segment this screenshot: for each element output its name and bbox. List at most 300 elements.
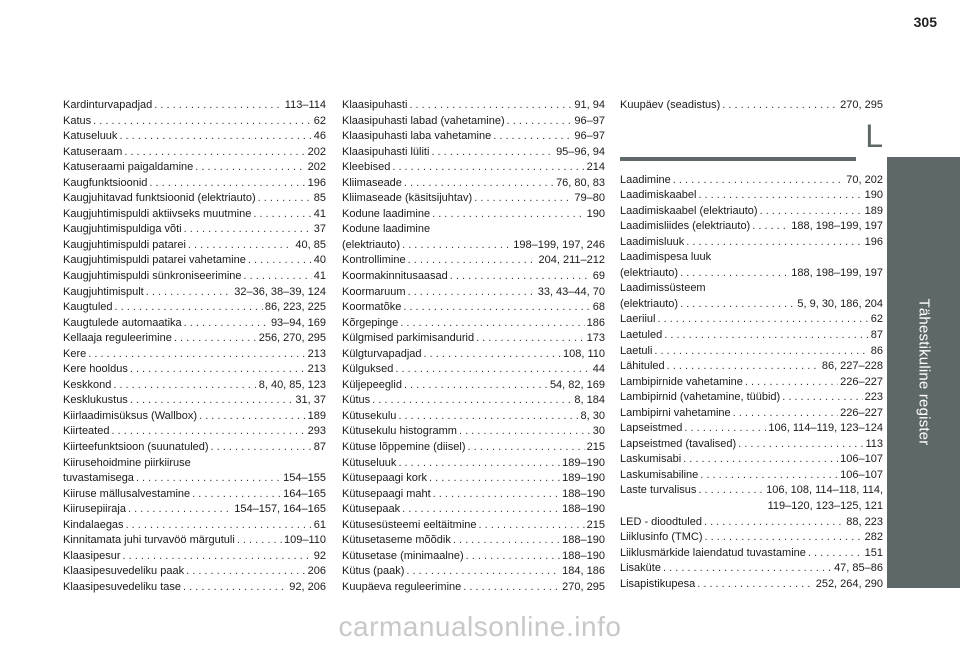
index-term: (elektriauto): [342, 238, 401, 251]
page-reference: 33, 43–44, 70: [537, 285, 605, 298]
index-entry: [63, 285, 326, 301]
dot-leader: [431, 145, 554, 161]
index-entry: [342, 238, 605, 254]
dot-leader: [673, 173, 845, 189]
index-term: Kütus: [342, 394, 371, 407]
page-reference: 87: [870, 329, 883, 342]
dot-leader: [192, 487, 281, 503]
dot-leader: [88, 347, 305, 363]
index-entry: [63, 502, 326, 518]
index-term: Kaugjuhtimispuldi aktiivseks muutmine: [63, 207, 252, 220]
dot-leader: [680, 297, 795, 313]
index-entry: [620, 173, 883, 189]
index-entry: [342, 300, 605, 316]
page-reference: 96–97: [574, 130, 605, 143]
section-letter: L: [865, 117, 883, 154]
page-reference: 8, 40, 85, 123: [258, 378, 326, 391]
dot-leader: [119, 129, 311, 145]
index-entry: [620, 437, 883, 453]
index-term: Lähituled: [620, 360, 665, 373]
index-entry: [342, 487, 605, 503]
dot-leader: [128, 502, 232, 518]
dot-leader: [433, 487, 561, 503]
page-reference: 108, 110: [562, 347, 605, 360]
index-term: Kiirteated: [63, 425, 110, 438]
index-entry: [342, 98, 605, 114]
index-term: Kesklukustus: [63, 394, 128, 407]
index-entry: [342, 114, 605, 130]
index-term: Kinnitamata juhi turvavöö märgutuli: [63, 534, 235, 547]
index-entry: [620, 266, 883, 282]
index-term: Klaasipesur: [63, 549, 121, 562]
index-entry: [620, 188, 883, 204]
dot-leader: [429, 471, 560, 487]
dot-leader: [408, 253, 537, 269]
page-reference: 106, 114–119, 123–124: [768, 422, 883, 435]
index-entry: [63, 300, 326, 316]
dot-leader: [450, 269, 591, 285]
page-reference: 196: [307, 176, 326, 189]
index-entry: [63, 145, 326, 161]
index-term: Lambipirni vahetamine: [620, 406, 731, 419]
index-term: Katuseraam: [63, 145, 123, 158]
index-term: Kliimaseade: [342, 176, 402, 189]
index-term: Kaugfunktsioonid: [63, 176, 148, 189]
page-reference: 8, 30: [580, 409, 605, 422]
index-entry: [342, 145, 605, 161]
dot-leader: [199, 409, 306, 425]
dot-leader: [453, 533, 560, 549]
index-entry: [342, 424, 605, 440]
page-reference: 32–36, 38–39, 124: [234, 285, 326, 298]
index-term: Kliimaseade (käsitsijuhtav): [342, 192, 473, 205]
dot-leader: [782, 390, 862, 406]
page-reference: 79–80: [574, 192, 605, 205]
dot-leader: [392, 160, 584, 176]
index-term: Laetuled: [620, 329, 663, 342]
dot-leader: [115, 300, 263, 316]
index-entry: [63, 207, 326, 223]
index-entry: [620, 452, 883, 468]
page-reference: 202: [307, 145, 326, 158]
index-entry: [620, 483, 883, 499]
index-term: Lapseistmed: [620, 422, 683, 435]
dot-leader: [154, 98, 283, 114]
index-term: Lapseistmed (tavalised): [620, 437, 737, 450]
page-reference: 188, 198–199, 197: [791, 220, 883, 233]
dot-leader: [468, 440, 585, 456]
page-reference: 213: [307, 347, 326, 360]
page-reference: 252, 264, 290: [815, 577, 883, 590]
page-reference: 86, 223, 225: [264, 301, 326, 314]
page-reference: 190: [864, 189, 883, 202]
dot-leader: [130, 362, 306, 378]
index-entry: [63, 269, 326, 285]
page-reference: 113–114: [284, 99, 326, 111]
index-term: Katuseluuk: [63, 130, 118, 143]
page-reference: 188–190: [562, 503, 605, 516]
dot-leader: [667, 359, 820, 375]
index-term: Klaasipuhasti: [342, 99, 408, 111]
index-term: (elektriauto): [620, 297, 679, 310]
index-entry-continuation: Laadimispesa luuk: [620, 251, 712, 264]
index-entry: [342, 176, 605, 192]
index-entry: [63, 238, 326, 254]
index-term: Kodune laadimine: [342, 207, 431, 220]
page-reference: 61: [313, 518, 326, 531]
dot-leader: [146, 285, 233, 301]
dot-leader: [808, 546, 863, 562]
page-reference: 62: [313, 114, 326, 127]
dot-leader: [183, 580, 287, 596]
page-number: 305: [913, 14, 937, 30]
dot-leader: [237, 533, 282, 549]
index-entry: [63, 191, 326, 207]
index-entry: [620, 375, 883, 391]
index-term: Kaugjuhtimispuldi patarei: [63, 238, 186, 251]
index-term: Kütus (paak): [342, 565, 405, 578]
page-reference: 154–155: [283, 472, 326, 485]
dot-leader: [211, 440, 312, 456]
index-term: Laadimisliides (elektriauto): [620, 220, 751, 233]
index-term: Laadimisluuk: [620, 235, 685, 248]
page-reference: 86, 227–228: [821, 360, 883, 373]
dot-leader: [697, 577, 813, 593]
index-term: Kontrollimine: [342, 254, 406, 267]
index-entry: [63, 487, 326, 503]
dot-leader: [657, 312, 868, 328]
dot-leader: [136, 471, 281, 487]
index-term: Külgturvapadjad: [342, 347, 422, 360]
index-term: Liiklusmärkide laiendatud tuvastamine: [620, 546, 806, 559]
dot-leader: [698, 188, 862, 204]
page-reference: 151: [864, 546, 883, 559]
index-term: Kütuse lõppemine (diisel): [342, 441, 466, 454]
page-reference: 188–190: [562, 534, 605, 547]
index-entry: [342, 253, 605, 269]
index-entry: [620, 297, 883, 313]
index-entry: [63, 471, 326, 487]
index-entry: [620, 406, 883, 422]
dot-leader: [188, 238, 293, 254]
page-reference: 40, 85: [295, 238, 326, 251]
index-term: Kiirlaadimisüksus (Wallbox): [63, 409, 198, 422]
index-term: Laeriiul: [620, 313, 656, 326]
index-entry: [342, 409, 605, 425]
dot-leader: [432, 207, 585, 223]
index-entry: [63, 580, 326, 596]
index-term: Klaasipesuvedeliku tase: [63, 580, 182, 593]
index-entry: [63, 564, 326, 580]
dot-leader: [113, 378, 256, 394]
dot-leader: [474, 191, 572, 207]
index-term: Kõrgepinge: [342, 316, 399, 329]
page-reference: 184, 186: [562, 565, 605, 578]
index-term: Laadimiskaabel: [620, 189, 697, 202]
dot-leader: [683, 452, 838, 468]
page-reference: 62: [870, 313, 883, 326]
index-term: Kleebised: [342, 161, 391, 174]
page-reference: 70, 202: [846, 173, 883, 186]
dot-leader: [507, 114, 573, 130]
index-entry: [342, 316, 605, 332]
dot-leader: [124, 145, 305, 161]
index-entry: [620, 561, 883, 577]
page-reference: 106–107: [840, 453, 883, 466]
page-reference: 8, 184: [574, 394, 605, 407]
section-rule: [620, 157, 856, 161]
dot-leader: [244, 269, 312, 285]
index-term: Katuseraami paigaldamine: [63, 161, 194, 174]
dot-leader: [493, 129, 572, 145]
index-entry: [342, 285, 605, 301]
index-entry: [342, 129, 605, 145]
index-entry: [342, 471, 605, 487]
dot-leader: [705, 530, 863, 546]
index-entry: [342, 440, 605, 456]
index-entry: [342, 533, 605, 549]
index-column-3: [620, 98, 883, 592]
page-reference: 106, 108, 114–118, 114,: [766, 484, 883, 497]
index-term: Kütusekulu histogramm: [342, 425, 457, 438]
index-term: Kütusetase (minimaalne): [342, 549, 464, 562]
index-entry: [342, 456, 605, 472]
index-term: Katus: [63, 114, 92, 127]
index-term: Kardinturvapadjad: [63, 99, 153, 111]
index-term: Kaugtuled: [63, 301, 113, 314]
index-entry: [342, 378, 605, 394]
page-reference: 198–199, 197, 246: [513, 238, 605, 251]
index-entry: [63, 114, 326, 130]
page-reference: 188–190: [562, 487, 605, 500]
page-reference: 85: [313, 192, 326, 205]
page-reference: 204, 211–212: [538, 254, 605, 267]
index-term: Klaasipuhasti labad (vahetamine): [342, 114, 505, 127]
index-term: Laadimine: [620, 173, 671, 186]
dot-leader: [395, 362, 590, 378]
index-term: Kellaaja reguleerimine: [63, 332, 172, 345]
page-reference: 113: [865, 437, 883, 450]
index-entry: [63, 129, 326, 145]
page-reference: 109–110: [283, 534, 326, 547]
index-entry: [620, 235, 883, 251]
dot-leader: [111, 424, 305, 440]
dot-leader: [466, 549, 561, 565]
dot-leader: [680, 266, 789, 282]
index-entry: [620, 344, 883, 360]
page-reference: 226–227: [840, 406, 883, 419]
page-reference: 95–96, 94: [556, 145, 605, 158]
dot-leader: [700, 468, 838, 484]
page-reference: 87: [313, 441, 326, 454]
page-reference: 189: [864, 204, 883, 217]
index-entry: [342, 502, 605, 518]
page-reference: 186: [586, 316, 605, 329]
page-reference: 196: [864, 235, 883, 248]
index-term: Kaugtulede automaatika: [63, 316, 182, 329]
page-reference: 214: [586, 161, 605, 174]
page-reference: 40: [313, 254, 326, 267]
page-reference: 106–107: [840, 468, 883, 481]
index-term: Kütusekulu: [342, 409, 397, 422]
page-reference: 92, 206: [289, 580, 326, 593]
index-entry: [620, 312, 883, 328]
index-entry: [63, 440, 326, 456]
index-entry: [63, 160, 326, 176]
index-term: Klaasipuhasti laba vahetamine: [342, 130, 492, 143]
dot-leader: [745, 375, 838, 391]
dot-leader: [654, 344, 868, 360]
dot-leader: [402, 502, 560, 518]
dot-leader: [248, 253, 312, 269]
dot-leader: [186, 564, 306, 580]
page-reference: 189–190: [562, 472, 605, 485]
index-term: tuvastamisega: [63, 472, 134, 485]
index-entry: [63, 549, 326, 565]
index-term: Laskumisabiline: [620, 468, 699, 481]
page-reference: 188–190: [562, 549, 605, 562]
watermark: carmanualsonline.info: [338, 611, 622, 642]
index-entry-continuation: Laadimissüsteem: [620, 282, 706, 295]
index-term: Kiirusepiiraja: [63, 503, 126, 516]
index-entry: [620, 390, 883, 406]
index-entry-continuation: 119–120, 123–125, 121: [767, 500, 883, 513]
page-reference: 68: [592, 301, 605, 314]
side-tab-label: Tähestikuline register: [915, 298, 933, 446]
index-term: Koormaruum: [342, 285, 406, 298]
page-reference: 88, 223: [846, 515, 883, 528]
dot-leader: [184, 316, 269, 332]
section-header-l: [620, 117, 883, 169]
index-term: Kere hooldus: [63, 363, 128, 376]
index-entry: [342, 549, 605, 565]
dot-leader: [409, 98, 572, 114]
page-reference: 190: [586, 207, 605, 220]
dot-leader: [195, 160, 305, 176]
dot-leader: [402, 238, 511, 254]
page-reference: 215: [586, 518, 605, 531]
dot-leader: [398, 456, 560, 472]
page-reference: 30: [592, 425, 605, 438]
page-reference: 31, 37: [295, 394, 326, 407]
index-entry: [63, 424, 326, 440]
index-entry: [342, 269, 605, 285]
index-term: Kaugjuhtimispult: [63, 285, 144, 298]
index-entry: [63, 316, 326, 332]
index-term: Keskkond: [63, 378, 112, 391]
page-reference: 206: [307, 565, 326, 578]
page-reference: 69: [592, 270, 605, 283]
index-term: Klaasipesuvedeliku paak: [63, 565, 185, 578]
index-term: Koormakinnitusaasad: [342, 270, 448, 283]
index-term: Laskumisabi: [620, 453, 682, 466]
index-term: Küljepeeglid: [342, 378, 402, 391]
index-entry: [63, 378, 326, 394]
page-reference: 92: [313, 549, 326, 562]
index-entry: [342, 518, 605, 534]
index-term: Lambipirnide vahetamine: [620, 375, 743, 388]
page-reference: 189: [307, 409, 326, 422]
index-term: Kaugjuhtimispuldi patarei vahetamine: [63, 254, 246, 267]
index-term: LED - dioodtuled: [620, 515, 702, 528]
dot-leader: [684, 421, 766, 437]
page-reference: 164–165: [283, 487, 326, 500]
index-term: Kaugjuhtimispuldiga võti: [63, 223, 182, 236]
dot-leader: [149, 176, 305, 192]
page-reference: 41: [313, 207, 326, 220]
index-entry: [620, 530, 883, 546]
dot-leader: [424, 347, 561, 363]
page-reference: 54, 82, 169: [549, 378, 605, 391]
index-term: Kütusesüsteemi eeltäitmine: [342, 518, 477, 531]
page-reference: 282: [864, 531, 883, 544]
dot-leader: [686, 235, 862, 251]
index-entry: [620, 515, 883, 531]
index-column-1: [63, 98, 326, 596]
page-reference: 47, 85–86: [834, 562, 883, 575]
dot-leader: [126, 518, 312, 534]
dot-leader: [400, 316, 584, 332]
index-term: Kütusepaak: [342, 503, 401, 516]
dot-leader: [408, 285, 536, 301]
dot-leader: [403, 300, 590, 316]
index-term: Laadimiskaabel (elektriauto): [620, 204, 758, 217]
index-entry: [620, 468, 883, 484]
index-term: Lisaküte: [620, 562, 661, 575]
index-term: Kindalaegas: [63, 518, 124, 531]
index-entry: [63, 176, 326, 192]
dot-leader: [130, 393, 294, 409]
dot-leader: [704, 515, 844, 531]
index-entry-continuation: Kiirusehoidmine piirkiiruse: [63, 456, 191, 469]
page-reference: 93–94, 169: [270, 316, 326, 329]
dot-leader: [404, 176, 554, 192]
index-term: Kuupäev (seadistus): [620, 99, 721, 111]
dot-leader: [253, 207, 311, 223]
page-reference: 270, 295: [562, 580, 605, 593]
dot-leader: [479, 518, 585, 534]
page-reference: 37: [313, 223, 326, 236]
index-entry: [342, 191, 605, 207]
index-term: Klaasipuhasti lüliti: [342, 145, 430, 158]
index-entry: [620, 577, 883, 593]
page-reference: 91, 94: [574, 99, 605, 111]
dot-leader: [398, 409, 578, 425]
index-column-2: [342, 98, 605, 596]
dot-leader: [760, 204, 863, 220]
index-term: Kere: [63, 347, 87, 360]
page-reference: 223: [864, 391, 883, 404]
page-reference: 46: [313, 130, 326, 143]
dot-leader: [404, 378, 548, 394]
page-reference: 202: [307, 161, 326, 174]
index-entry: [63, 253, 326, 269]
index-term: Kaugjuhtimispuldi sünkroniseerimine: [63, 270, 242, 283]
page-reference: 188, 198–199, 197: [791, 266, 883, 279]
dot-leader: [174, 331, 257, 347]
index-entry: [342, 207, 605, 223]
index-entry: [63, 518, 326, 534]
index-entry: [620, 98, 883, 114]
dot-leader: [722, 98, 838, 114]
page-reference: 256, 270, 295: [258, 332, 326, 345]
index-term: Kütusetaseme mõõdik: [342, 534, 451, 547]
page-reference: 154–157, 164–165: [234, 503, 326, 516]
index-term: Lambipirnid (vahetamine, tüübid): [620, 391, 781, 404]
index-entry: [63, 347, 326, 363]
index-entry: [63, 222, 326, 238]
dot-leader: [733, 406, 839, 422]
